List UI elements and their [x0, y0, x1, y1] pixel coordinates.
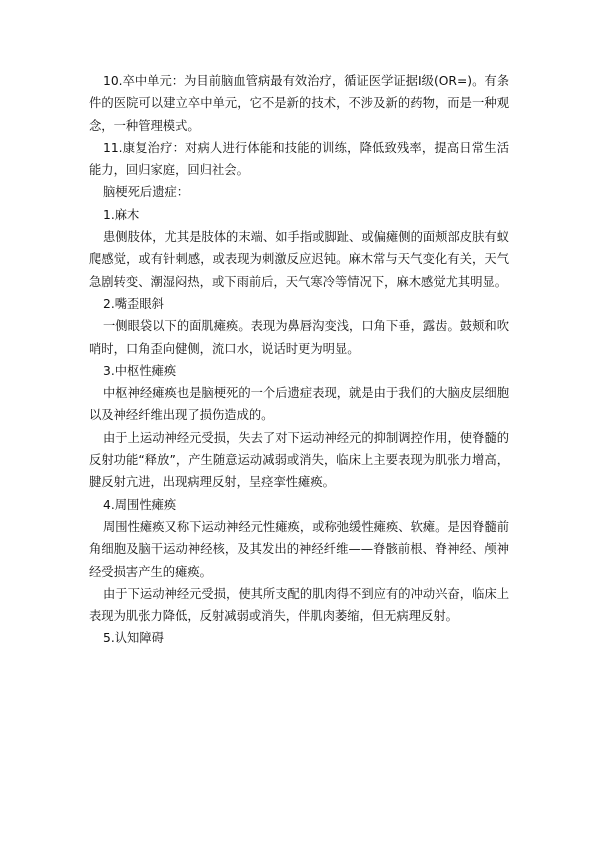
paragraph-central-paralysis-1: 中枢神经瘫痪也是脑梗死的一个后遗症表现，就是由于我们的大脑皮层细胞以及神经纤维出现了损伤造成的。 — [89, 386, 509, 423]
subheading-facial-deviation: 2.嘴歪眼斜 — [103, 296, 164, 311]
subheading-central-paralysis: 3.中枢性瘫痪 — [103, 363, 177, 378]
subheading-numbness: 1.麻木 — [103, 207, 140, 222]
section-heading-sequelae: 脑梗死后遗症： — [103, 185, 190, 200]
subheading-cognitive-impairment: 5.认知障碍 — [103, 631, 164, 646]
subheading-peripheral-paralysis: 4.周围性瘫痪 — [103, 497, 177, 512]
paragraph-central-paralysis-2: 由于上运动神经元受损，失去了对下运动神经元的抑制调控作用，使脊髓的反射功能“释放”，产生随意运动减弱或消失，临床上主要表现为肌张力增高，腱反射亢进，出现病理反射，呈痉挛性瘫痪。 — [89, 430, 509, 490]
paragraph-facial-deviation: 一侧眼袋以下的面肌瘫痪。表现为鼻唇沟变浅，口角下垂，露齿。鼓颊和吹哨时，口角歪向健侧，流口水，说话时更为明显。 — [89, 319, 509, 356]
paragraph-peripheral-paralysis-2: 由于下运动神经元受损，使其所支配的肌肉得不到应有的冲动兴奋，临床上表现为肌张力降低，反射减弱或消失，伴肌肉萎缩，但无病理反射。 — [89, 586, 509, 624]
paragraph-stroke-unit: 10.卒中单元：为目前脑血管病最有效治疗，循证医学证据I级(OR=)。有条件的医院可以建立卒中单元，它不是新的技术，不涉及新的药物，而是一种观念，一种管理模式。 — [89, 74, 509, 133]
paragraph-rehabilitation: 11.康复治疗：对病人进行体能和技能的训练，降低致残率，提高日常生活能力，回归家庭，回归社会。 — [89, 140, 509, 178]
document-body — [89, 70, 509, 650]
paragraph-peripheral-paralysis-1: 周围性瘫痪又称下运动神经元性瘫痪，或称弛缓性瘫痪、软瘫。是因脊髓前角细胞及脑干运动神经核，及其发出的神经纤维——脊骸前根、脊神经、颅神经受损害产生的瘫痪。 — [89, 519, 509, 579]
paragraph-numbness: 患侧肢体，尤其是肢体的末端、如手指或脚趾、或偏瘫侧的面颊部皮肤有蚁爬感觉，或有针刺感，或表现为刺激反应迟钝。麻木常与天气变化有关，天气急剧转变、潮湿闷热，或下雨前后，天气寒冷等情况下，麻木感觉尤其明显。 — [89, 230, 509, 289]
